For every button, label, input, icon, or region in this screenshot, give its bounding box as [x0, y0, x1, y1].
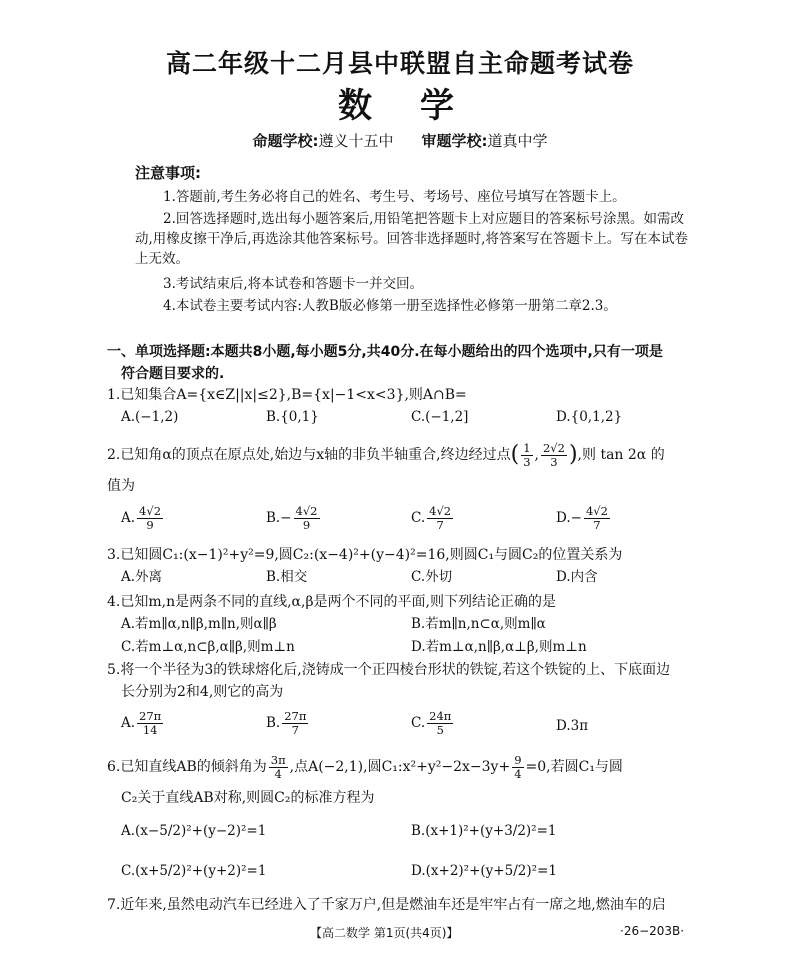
- page-number: 【高二数学 第1页(共4页)】: [310, 926, 459, 940]
- question-5-stem-line2: 长分别为2和4,则它的高为: [121, 684, 284, 700]
- q5-option-a: A. $\frac{27\pi}{14}$: [121, 709, 162, 737]
- q4-option-c: C.若m⊥α,n⊂β,α∥β,则m⊥n: [121, 639, 295, 655]
- section-line: 一、单项选择题:本题共8小题,每小题5分,共40分.在每小题给出的四个选项中,只有一项是: [107, 344, 663, 360]
- q1-option-d: D.{0,1,2}: [556, 409, 623, 425]
- section-line: 符合题目要求的.: [121, 366, 225, 382]
- q4-option-a: A.若m∥α,n∥β,m∥n,则α∥β: [121, 616, 277, 632]
- q2-option-d: D.− $\frac{4√2}{7}$: [556, 504, 608, 532]
- exam-code: ·26−203B·: [620, 924, 685, 938]
- q6-option-c: C.(x+5/2)²+(y+2)²=1: [121, 863, 267, 879]
- q1-option-a: A.(−1,2): [121, 409, 179, 425]
- notice-item: 1.答题前,考生务必将自己的姓名、考生号、考场号、座位号填写在答题卡上。: [163, 189, 626, 205]
- q1-option-c: C.(−1,2]: [411, 409, 469, 425]
- q4-option-d: D.若m⊥α,n∥β,α⊥β,则m⊥n: [411, 639, 587, 655]
- q3-option-d: D.内含: [556, 569, 598, 585]
- notice-item: 2.回答选择题时,选出每小题答案后,用铅笔把答题卡上对应题目的答案标号涂黑。如需改动,用橡皮擦干净后,再选涂其他答案标号。回答非选择题时,将答案写在答题卡上。写在本试卷上无效。: [135, 211, 688, 267]
- question-7-stem: 7.近年来,虽然电动汽车已经进入了千家万户,但是燃油车还是牢牢占有一席之地,燃油车的启: [107, 897, 666, 913]
- q5-option-b: B. $\frac{27\pi}{7}$: [266, 709, 307, 737]
- notice-item: 4.本试卷主要考试内容:人教B版必修第一册至选择性必修第一册第二章2.3。: [163, 298, 617, 314]
- q3-option-c: C.外切: [411, 569, 453, 585]
- section-heading: [107, 341, 707, 385]
- question-1-stem: 1.已知集合A={x∈Z||x|≤2},B={x|−1<x<3},则A∩B=: [107, 387, 467, 403]
- q2-point-y: $\frac{2√2}{3}$: [542, 440, 565, 469]
- question-5-stem: 5.将一个半径为3的铁球熔化后,浇铸成一个正四棱台形状的铁锭,若这个铁锭的上、下底面边: [107, 662, 671, 678]
- q6-option-a: A.(x−5/2)²+(y−2)²=1: [121, 823, 267, 839]
- question-6-stem: 6.已知直线AB的倾斜角为 $\frac{3\pi}{4}$ ,点A(−2,1),圆C₁:x²+y²−2x−3y+ $\frac{9}{4}$ =0,若圆C₁与圆: [107, 752, 623, 781]
- reviewer-school: 道真中学: [487, 132, 548, 150]
- q6-option-d: D.(x+2)²+(y+5/2)²=1: [411, 863, 557, 879]
- q2-stem-tail: ,则 tan 2α 的: [577, 447, 665, 463]
- q1-option-b: B.{0,1}: [266, 409, 319, 425]
- question-6-stem-line2: C₂关于直线AB对称,则圆C₂的标准方程为: [121, 790, 375, 806]
- q2-option-c: C. $\frac{4√2}{7}$: [411, 504, 452, 532]
- question-2-stem: 2.已知角α的顶点在原点处,始边与x轴的非负半轴重合,终边经过点( $\frac{1}{3}$ , $\frac{2√2}{3}$ ),则 tan 2α 的: [107, 440, 665, 469]
- q3-option-b: B.相交: [266, 569, 308, 585]
- q5-option-c: C. $\frac{24\pi}{5}$: [411, 709, 452, 737]
- proposer-label: 命题学校:: [252, 132, 319, 150]
- subject-title: 数学: [338, 86, 502, 126]
- school-info: [0, 130, 800, 151]
- notice-item: 3.考试结束后,将本试卷和答题卡一并交回。: [163, 276, 424, 292]
- question-3-stem: 3.已知圆C₁:(x−1)²+y²=9,圆C₂:(x−4)²+(y−4)²=16,则圆C₁与圆C₂的位置关系为: [107, 547, 623, 563]
- question-4-stem: 4.已知m,n是两条不同的直线,α,β是两个不同的平面,则下列结论正确的是: [107, 594, 556, 610]
- q6-constant: $\frac{9}{4}$: [514, 752, 522, 781]
- q2-point-x: $\frac{1}{3}$: [523, 440, 531, 469]
- reviewer-label: 审题学校:: [421, 132, 488, 150]
- q2-option-b: B.− $\frac{4√2}{9}$: [266, 504, 318, 532]
- exam-title: 高二年级十二月县中联盟自主命题考试卷: [165, 49, 634, 78]
- notice-heading: 注意事项:: [135, 164, 201, 182]
- q2-stem-line2: 值为: [107, 478, 135, 494]
- q2-option-a: A. $\frac{4√2}{9}$: [121, 504, 162, 532]
- q6-option-b: B.(x+1)²+(y+3/2)²=1: [411, 823, 557, 839]
- q3-option-a: A.外离: [121, 569, 163, 585]
- q2-stem-text: 2.已知角α的顶点在原点处,始边与x轴的非负半轴重合,终边经过点: [107, 447, 511, 463]
- q4-option-b: B.若m∥n,n⊂α,则m∥α: [411, 616, 546, 632]
- q5-option-d: D.3π: [556, 718, 589, 734]
- q6-angle: $\frac{3\pi}{4}$: [270, 752, 286, 781]
- proposer-school: 遵义十五中: [318, 132, 394, 150]
